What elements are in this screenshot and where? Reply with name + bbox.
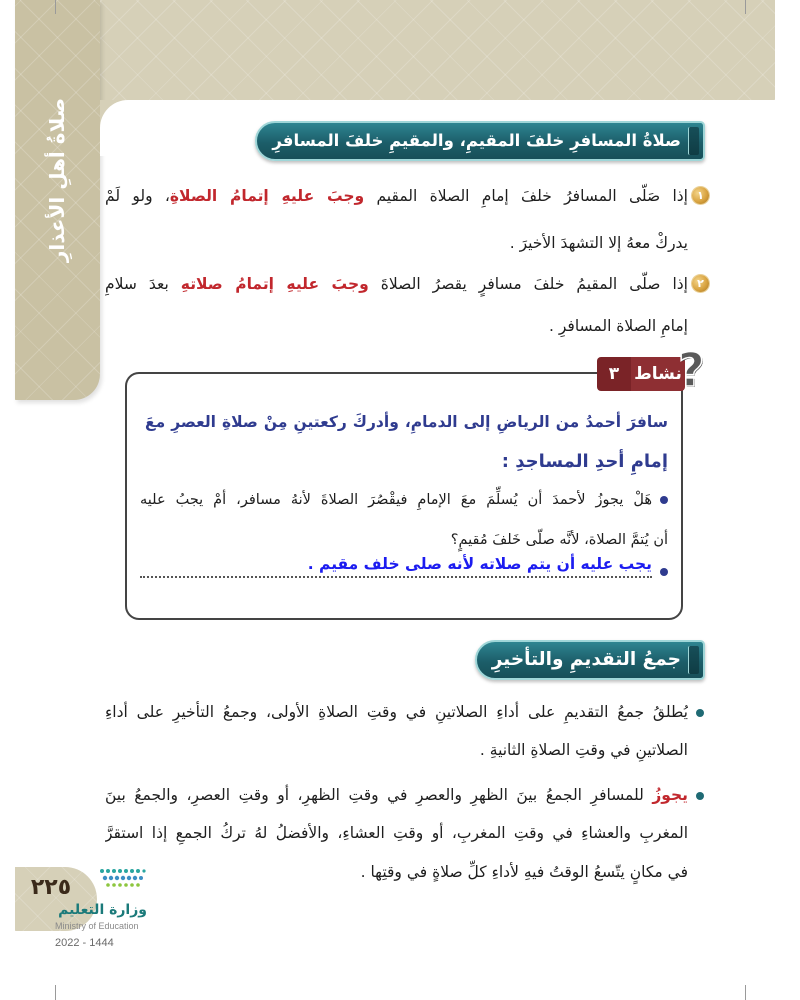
page-number: ٢٢٥ bbox=[30, 875, 72, 900]
rule-text: بعدَ سلامِ bbox=[105, 275, 181, 293]
activity-number: ٣ bbox=[597, 357, 631, 391]
question-mark-icon bbox=[676, 344, 710, 396]
bullet-icon bbox=[660, 568, 668, 576]
lesson-heading-traveler-resident bbox=[255, 121, 705, 161]
lesson-heading-combining-prayers bbox=[475, 640, 705, 680]
rule-2-line-1 bbox=[105, 270, 688, 298]
edition-year: 2022 - 1444 bbox=[55, 937, 114, 949]
number-marker-icon: ٢ bbox=[692, 275, 709, 292]
top-decorative-band bbox=[15, 0, 775, 100]
number-marker-icon: ١ bbox=[692, 187, 709, 204]
heading-text: جمعُ التقديمِ والتأخيرِ bbox=[491, 649, 681, 670]
ruling-text: للمسافرِ الجمعُ بينَ الظهرِ والعصرِ في وقتِ الظهرِ، أو وقتِ العصرِ، والجمعُ بينَ bbox=[105, 786, 653, 804]
crop-mark bbox=[55, 985, 56, 1000]
heading-text: صلاةُ المسافرِ خلفَ المقيمِ، والمقيمِ خلفَ المسافرِ bbox=[272, 131, 681, 150]
activity-prompt-line-2: إمامِ أحدِ المساجدِ : bbox=[501, 451, 668, 472]
rule-1-line-2: يدركْ معهُ إلا التشهدَ الأخيرَ . bbox=[509, 234, 688, 252]
rule-highlight: وجبَ عليهِ إتمامُ صلاتهِ bbox=[180, 275, 369, 293]
bullet-icon bbox=[696, 792, 704, 800]
rule-text: إذا صَلّى المسافرُ خلفَ إمامِ الصلاة المقيم bbox=[364, 187, 688, 205]
rule-highlight: وجبَ عليهِ إتمامُ الصلاةِ bbox=[169, 187, 365, 205]
activity-prompt-line-1: سافرَ أحمدُ من الرياضِ إلى الدمامِ، وأدركَ ركعتينِ مِنْ صلاةِ العصرِ معَ bbox=[145, 413, 668, 431]
unit-title: صلاةُ أهلِ الأعذارِ bbox=[45, 97, 69, 263]
crop-mark bbox=[745, 985, 746, 1000]
crop-mark bbox=[745, 0, 746, 14]
ministry-name-english: Ministry of Education bbox=[55, 921, 139, 931]
rule-2-line-2: إمامِ الصلاة المسافرِ . bbox=[549, 317, 688, 335]
crop-mark bbox=[55, 0, 56, 14]
ruling-line-2: المغربِ والعشاءِ في وقتِ المغربِ، أو وقتِ العشاءِ، والأفضلُ لهُ تركُ الجمعِ إذا استقرَّ bbox=[105, 824, 688, 842]
activity-label: نشاط bbox=[631, 357, 685, 391]
ruling-line-3: في مكانٍ يتّسعُ الوقتُ فيهِ لأداءِ كلِّ صلاةٍ في وقتِها . bbox=[360, 863, 688, 881]
ruling-line-1 bbox=[105, 781, 688, 809]
ministry-name-arabic: وزارة التعليم bbox=[58, 902, 147, 918]
rule-text: إذا صلّى المقيمُ خلفَ مسافرٍ يقصرُ الصلاةَ bbox=[368, 275, 688, 293]
bullet-icon bbox=[660, 496, 668, 504]
content-corner bbox=[100, 100, 156, 156]
bullet-icon bbox=[696, 709, 704, 717]
definition-line-2: الصلاتينِ في وقتِ الصلاةِ الثانيةِ . bbox=[479, 741, 688, 759]
activity-answer: يجب عليه أن يتم صلاته لأنه صلى خلف مقيم . bbox=[307, 555, 652, 573]
rule-1-line-1 bbox=[105, 182, 688, 210]
rule-text: ، ولو لَمْ bbox=[105, 187, 170, 205]
activity-question-line-1: هَلْ يجوزُ لأحمدَ أن يُسلِّمَ معَ الإمامِ فيقْصُرَ الصلاةَ لأنهُ مسافر، أمْ يجبُ عليه bbox=[140, 492, 652, 508]
dotted-ministry-logo bbox=[98, 866, 146, 892]
definition-line-1: يُطلقُ جمعُ التقديمِ على أداءِ الصلاتينِ في وقتِ الصلاةِ الأولى، وجمعُ التأخيرِ على أداءِ bbox=[105, 703, 688, 721]
activity-question-line-2: أن يُتمَّ الصلاة، لأنَّه صلّى خَلفَ مُقيمٍ؟ bbox=[450, 532, 668, 548]
ruling-highlight: يجوزُ bbox=[652, 786, 688, 804]
